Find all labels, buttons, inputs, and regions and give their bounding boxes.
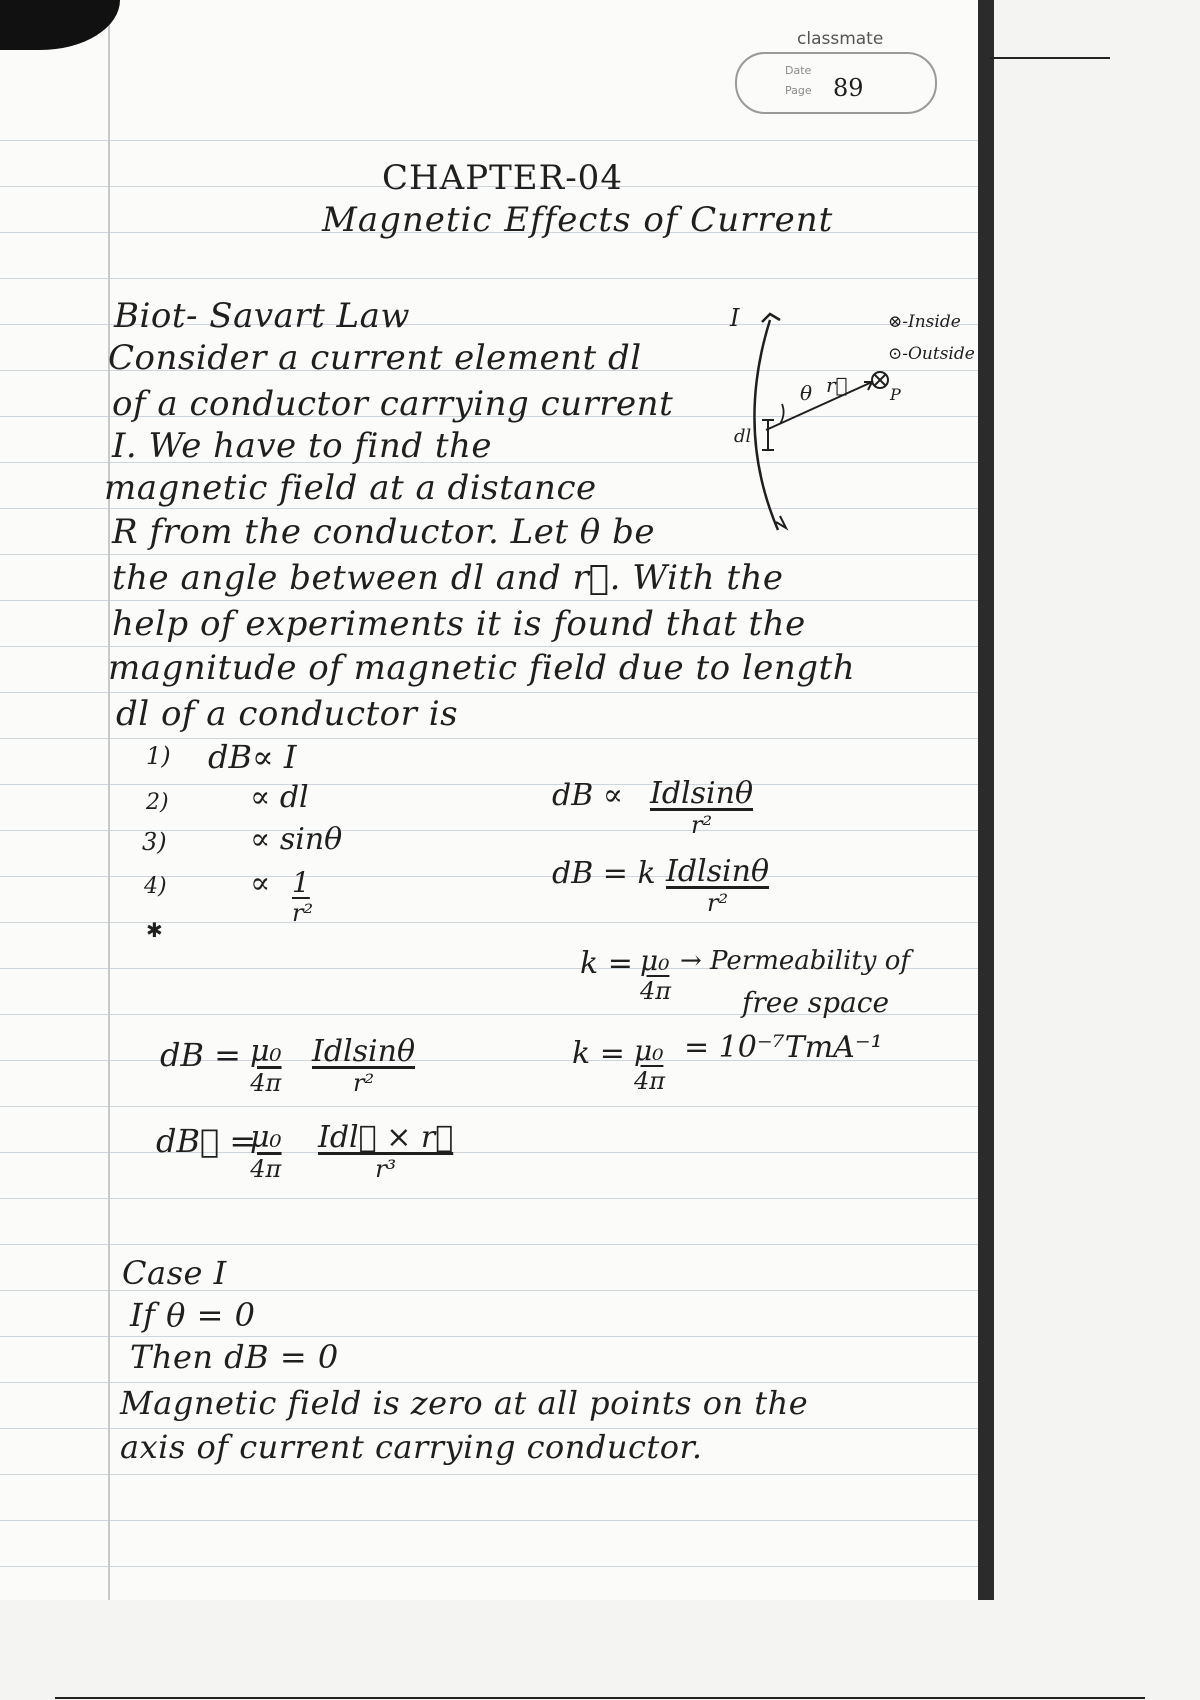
fraction-denominator: r²: [690, 811, 713, 839]
k-fraction: [640, 944, 671, 1005]
inverse-square-fraction: [292, 866, 313, 927]
case-condition: If θ = 0: [130, 1296, 256, 1334]
proportion-expr: ∝ dl: [250, 780, 309, 815]
theta-label: θ: [800, 381, 813, 405]
list-number: 1): [146, 742, 171, 770]
proportion-expr: ∝: [250, 866, 271, 901]
chapter-title: CHAPTER-04: [382, 158, 623, 198]
body-line: the angle between dl and r⃗. With the: [112, 558, 784, 598]
fraction-numerator: Idlsinθ: [666, 854, 770, 889]
margin-line: [108, 0, 110, 1600]
ruled-line: [0, 1198, 990, 1199]
conductor-curve: [754, 320, 778, 530]
page-label: Page: [785, 84, 812, 97]
case-heading: Case I: [122, 1254, 227, 1292]
current-element-diagram: [730, 300, 990, 550]
formula-lhs: dB =: [160, 1036, 241, 1074]
theta-arc: [780, 404, 784, 424]
fraction-numerator: Idl⃗ × r⃗: [318, 1120, 454, 1155]
case-conclusion: Magnetic field is zero at all points on the: [120, 1384, 809, 1422]
body-line: magnetic field at a distance: [104, 468, 597, 508]
body-line: I. We have to find the: [112, 426, 493, 466]
dl-label: dl: [734, 426, 752, 447]
proportion-expr: ∝ sinθ: [250, 822, 343, 857]
scribble-mark: ✱: [146, 918, 163, 942]
k-value-fraction: [634, 1034, 665, 1095]
ruled-line: [0, 1382, 990, 1383]
mu-fraction: [250, 1120, 282, 1183]
fraction-denominator: r³: [375, 1155, 397, 1183]
ruled-line: [0, 1474, 990, 1475]
ruled-line: [0, 738, 990, 739]
fraction-numerator: Idlsinθ: [312, 1034, 416, 1069]
legend-inside: ⊗-Inside: [888, 312, 961, 332]
current-label: I: [730, 304, 740, 332]
ruled-line: [0, 646, 990, 647]
proportion-expr: dB∝ I: [208, 738, 297, 776]
ruled-line: [0, 1244, 990, 1245]
p-label: P: [890, 385, 901, 404]
top-right-rule: [990, 57, 1110, 59]
bottom-rule: [55, 1697, 1145, 1699]
fraction-numerator: μ₀: [250, 1120, 282, 1155]
section-heading: Biot- Savart Law: [114, 296, 411, 336]
date-label: Date: [785, 64, 812, 77]
fraction-denominator: r²: [706, 889, 729, 917]
permeability-label: → Permeability of: [680, 946, 911, 976]
r-label: r⃗: [826, 373, 848, 397]
constant-fraction: [666, 854, 769, 917]
formula-lhs: k =: [580, 946, 633, 981]
free-space-label: free space: [742, 986, 890, 1019]
ruled-line: [0, 278, 990, 279]
body-line: Consider a current element dl: [108, 338, 642, 378]
page-number: 89: [833, 74, 864, 102]
ruled-line: [0, 692, 990, 693]
fraction-denominator: 4π: [640, 977, 672, 1005]
brand-label: classmate: [797, 29, 884, 49]
fraction-numerator: μ₀: [250, 1034, 282, 1069]
fraction-denominator: 4π: [250, 1069, 282, 1097]
fraction-numerator: Idlsinθ: [650, 776, 754, 811]
ruled-line: [0, 140, 990, 141]
mu-fraction: [250, 1034, 282, 1097]
fraction-denominator: r²: [352, 1069, 375, 1097]
ruled-line: [0, 1152, 990, 1153]
scan-shadow-right: [978, 0, 994, 1600]
body-line: dl of a conductor is: [116, 694, 459, 734]
ruled-line: [0, 1520, 990, 1521]
body-line: of a conductor carrying current: [112, 384, 674, 424]
proportion-fraction: [650, 776, 753, 839]
ruled-line: [0, 554, 990, 555]
list-number: 3): [142, 828, 167, 856]
ruled-line: [0, 784, 990, 785]
formula-lhs: dB = k: [552, 856, 656, 891]
fraction-denominator: r²: [292, 899, 314, 927]
fraction-numerator: μ₀: [634, 1034, 664, 1067]
vector-fraction: [318, 1120, 453, 1183]
formula-lhs: k =: [572, 1036, 625, 1071]
list-number: 2): [146, 790, 169, 815]
fraction-denominator: 4π: [250, 1155, 282, 1183]
subject-title: Magnetic Effects of Current: [322, 200, 834, 240]
legend-outside: ⊙-Outside: [888, 344, 975, 364]
biot-savart-fraction: [312, 1034, 415, 1097]
formula-lhs: dB⃗ =: [156, 1122, 257, 1160]
body-line: help of experiments it is found that the: [112, 604, 806, 644]
case-conclusion: axis of current carrying conductor.: [120, 1428, 703, 1466]
formula-lhs: dB ∝: [552, 778, 624, 813]
fraction-numerator: μ₀: [640, 944, 670, 977]
ruled-line: [0, 1336, 990, 1337]
list-number: 4): [144, 874, 167, 899]
fraction-numerator: 1: [292, 866, 310, 899]
ruled-line: [0, 1106, 990, 1107]
body-line: magnitude of magnetic field due to length: [108, 648, 856, 688]
ruled-line: [0, 600, 990, 601]
case-result: Then dB = 0: [130, 1338, 339, 1376]
k-value: = 10⁻⁷TmA⁻¹: [684, 1030, 883, 1065]
ruled-line: [0, 1566, 990, 1567]
body-line: R from the conductor. Let θ be: [112, 512, 655, 552]
date-page-box: [735, 52, 937, 114]
fraction-denominator: 4π: [634, 1067, 666, 1095]
